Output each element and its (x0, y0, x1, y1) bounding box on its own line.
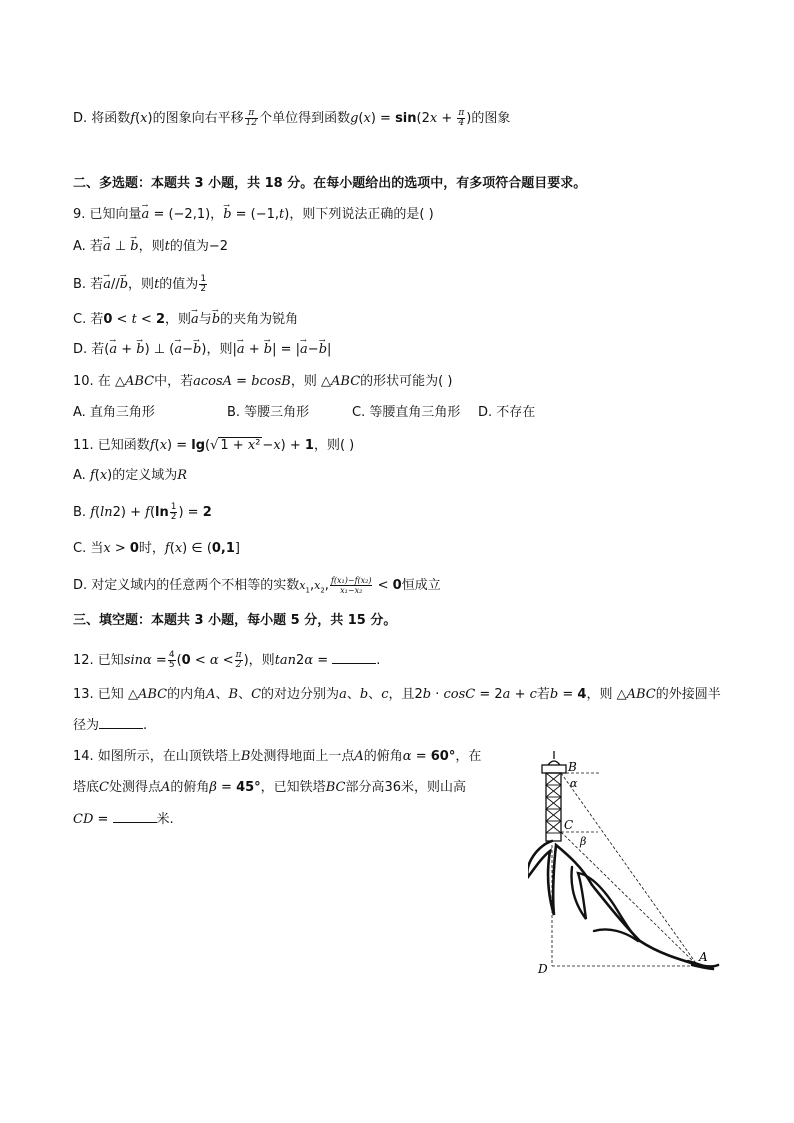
q14-4: ，在 (455, 749, 482, 764)
q9-stem: 9. 已知向量→ a = (−2,1)，→ b = (−1,t)，则下列说法正确的是( ) (73, 206, 434, 224)
q13-8: 径为 (73, 718, 100, 733)
q12-stem-2: ，则 (248, 653, 275, 668)
q11-stem-2: ，则( ) (313, 438, 355, 453)
q10-stem-2: 中，若 (154, 374, 194, 389)
q8-d-text-1: D. 将函数 (73, 111, 131, 126)
q11-c-1: C. 当 (73, 541, 104, 556)
tower-cap (542, 765, 566, 773)
section-2-heading: 二、多选题：本题共 3 小题，共 18 分。在每小题给出的选项中，有多项符合题目要求。 (73, 176, 587, 191)
q8-d-text-2: 的图象向右平移 (152, 111, 244, 126)
q11-b-1: B. (73, 505, 87, 520)
q10-option-d: D. 不存在 (478, 405, 536, 420)
q14-line3: CD = 米. (73, 812, 174, 827)
q13-2: 的内角 (167, 687, 207, 702)
q9-c-2: ，则 (165, 312, 192, 327)
frac-pi-4: $\frac{\pi}{4}$ (458, 108, 465, 128)
q10-option-c: C. 等腰直角三角形 (352, 405, 461, 420)
q8-option-d: D. 将函数f(x)的图象向右平移 $\frac{\pi}{12}$ 个单位得到函数g(x) = sin(2x + $\frac{\pi}{4}$ )的图象 (73, 108, 511, 128)
q9-option-c: C. 若0 < t < 2，则→ a与→ b的夹角为锐角 (73, 311, 298, 329)
q9-stem-2: ，则下列说法正确的是( ) (289, 207, 434, 222)
q9-option-b: B. 若→ a//→ b，则t的值为 $\frac{1}{2}$ (73, 275, 208, 294)
tower-lattice (546, 773, 561, 833)
q10-stem-1: 10. 在 (73, 374, 111, 389)
label-c: C (564, 818, 574, 832)
q14-10: 米. (156, 812, 174, 827)
section-3-heading: 三、填空题：本题共 3 小题，每小题 5 分，共 15 分。 (73, 613, 397, 628)
q14-9: 部分高36米，则山高 (345, 780, 466, 795)
q9-option-a: A. 若→ a ⊥ → b，则t的值为−2 (73, 238, 228, 256)
q9-a-3: 的值为−2 (169, 239, 229, 254)
q8-d-text-3: 个单位得到函数 (259, 111, 351, 126)
q14-6: 处测得点 (108, 780, 161, 795)
q11-a-1: A. (73, 468, 86, 483)
frac-1-2: $\frac{1}{2}$ (200, 274, 207, 294)
q10-option-a: A. 直角三角形 (73, 405, 155, 420)
q13-3: 的对边分别为 (261, 687, 340, 702)
frac-difference-quotient: $\frac{\text{f(x₁)−f(x₂)}}{\text{x₁−x₂}}$ (330, 576, 372, 595)
frac-pi-12: $\frac{\pi}{12}$ (245, 108, 258, 128)
q13-6: ，则 (586, 687, 613, 702)
label-beta: β (580, 835, 587, 848)
q11-stem-1: 11. 已知函数 (73, 438, 150, 453)
q11-d-2: 恒成立 (401, 578, 441, 593)
q14-line1: 14. 如图所示，在山顶铁塔上B处测得地面上一点A的俯角α = 60°，在 (73, 749, 482, 764)
q10-option-b: B. 等腰三角形 (227, 405, 310, 420)
q13-1: 13. 已知 (73, 687, 124, 702)
q9-d-1: D. 若 (73, 342, 105, 357)
q11-option-d: D. 对定义域内的任意两个不相等的实数$x_1,x_2$, $\frac{\text{f(x₁)−f(x₂)}}{\text{x₁−x₂}}$ < 0恒成立 (73, 576, 441, 595)
q14-7: 的俯角 (170, 780, 210, 795)
q9-c-3: 与 (198, 312, 212, 327)
tower-mountain-figure (528, 745, 728, 985)
q12-answer-blank[interactable] (332, 651, 376, 664)
q9-d-2: ，则 (206, 342, 233, 357)
q11-c-2: 时， (138, 541, 165, 556)
q9-b-2: ，则 (128, 277, 155, 292)
label-a: A (699, 950, 708, 964)
q9-b-1: B. 若 (73, 277, 104, 292)
q11-option-a: A. f(x)的定义域为R (73, 468, 188, 483)
q10-options (73, 404, 535, 422)
q10-stem-3: ，则 (290, 374, 317, 389)
label-d: D (538, 962, 548, 976)
q9-b-3: 的值为 (159, 277, 199, 292)
q11-option-b: B. f(ln2) + f(ln $\frac{1}{2}$ ) = 2 (73, 502, 212, 522)
q12-stem: 12. 已知sinα = $\frac{4}{5}$ (0 < α < $\frac{\pi}{2}$ )，则tan2α = . (73, 650, 381, 670)
frac-pi-2: $\frac{\pi}{2}$ (235, 650, 242, 670)
q13-7: 的外接圆半 (655, 687, 721, 702)
q11-option-c: C. 当x > 0时，f(x) ∈ (0,1] (73, 541, 240, 556)
label-b: B (568, 760, 577, 774)
q14-line2: 塔底C处测得点A的俯角β = 45°，已知铁塔BC部分高36米，则山高 (73, 780, 466, 795)
q9-a-2: ，则 (138, 239, 165, 254)
q13-5: 若 (536, 687, 550, 702)
q9-c-4: 的夹角为锐角 (220, 312, 299, 327)
q13-answer-blank[interactable] (99, 716, 143, 729)
q9-option-d: D. 若(→ a + → b) ⊥ (→ a−→ b)，则|→ a + → b| = |→ a−→ b| (73, 341, 331, 359)
line-c-to-a (561, 832, 698, 966)
q12-stem-1: 12. 已知 (73, 653, 124, 668)
q14-8: ，已知铁塔 (260, 780, 326, 795)
q10-stem: 10. 在 △ABC中，若acosA = bcosB，则 △ABC的形状可能为( ) (73, 374, 453, 389)
q9-c-1: C. 若 (73, 312, 104, 327)
q14-3: 的俯角 (363, 749, 403, 764)
q11-stem: 11. 已知函数f(x) = lg(√ 1 + x² −x) + 1，则( ) (73, 438, 355, 453)
q11-a-2: 的定义域为 (112, 468, 178, 483)
frac-1-2-b: $\frac{1}{2}$ (170, 502, 177, 522)
q13-line1: 13. 已知 △ABC的内角A、B、C的对边分别为a、b、c，且2b · cosC = 2a + c若b = 4，则 △ABC的外接圆半 (73, 687, 721, 702)
q14-answer-blank[interactable] (113, 810, 157, 823)
q9-a-1: A. 若 (73, 239, 103, 254)
label-alpha: α (570, 777, 578, 790)
q9-stem-1: 9. 已知向量 (73, 207, 142, 222)
q13-line2: 径为 . (73, 718, 148, 733)
frac-4-5: $\frac{4}{5}$ (168, 650, 175, 670)
q14-2: 处测得地面上一点 (250, 749, 355, 764)
q11-d-1: D. 对定义域内的任意两个不相等的实数 (73, 578, 300, 593)
q8-d-text-4: 的图象 (471, 111, 511, 126)
q13-4: ，且 (388, 687, 415, 702)
q10-stem-4: 的形状可能为( ) (360, 374, 453, 389)
q14-5: 塔底 (73, 780, 100, 795)
q14-1: 14. 如图所示，在山顶铁塔上 (73, 749, 241, 764)
